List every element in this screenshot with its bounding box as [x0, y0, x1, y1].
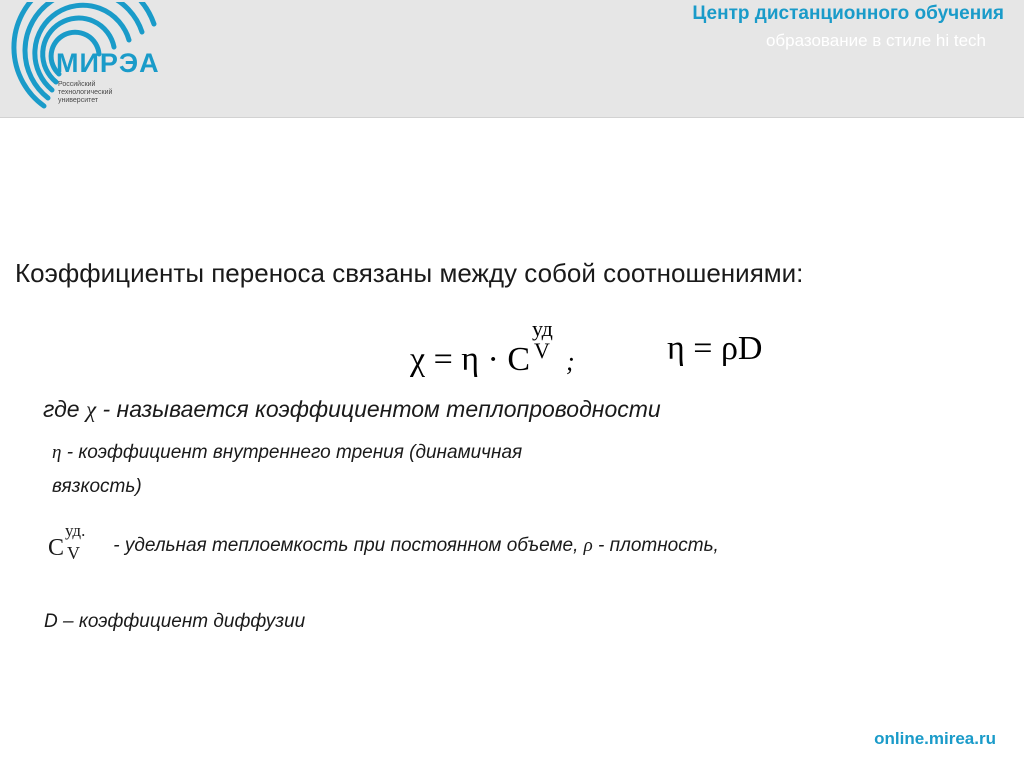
eta-symbol: η: [52, 442, 62, 463]
header-band: [0, 0, 1024, 118]
rho-definition-text: - плотность,: [592, 535, 719, 556]
logo-subtitle: Российский технологический университет: [58, 81, 113, 104]
chi-definition: [43, 396, 661, 423]
chi-definition-prefix: где: [43, 396, 86, 422]
cv-sub: V: [67, 543, 80, 563]
chi-symbol: χ: [85, 397, 97, 422]
header-title: Центр дистанционного обучения: [692, 3, 1004, 24]
mirea-logo: [4, 2, 179, 114]
formula-chi-indices: [530, 316, 564, 370]
formula-chi-left: χ = η · C: [410, 341, 531, 378]
eta-definition-continued: вязкость): [52, 476, 142, 497]
chi-definition-text: - называется коэффициентом теплопроводности: [96, 396, 661, 422]
cv-symbol: [48, 521, 108, 565]
header-tagline: образование в стиле hi tech: [765, 31, 986, 50]
intro-text: Коэффициенты переноса связаны между собой соотношениями:: [15, 258, 804, 288]
logo-name: МИРЭА: [56, 48, 160, 78]
eta-definition-text: - коэффициент внутреннего трения (динамичная: [61, 442, 523, 463]
formula-chi-sup: уд: [532, 316, 553, 341]
cv-definition: [48, 521, 719, 565]
d-definition: D – коэффициент диффузии: [44, 611, 306, 632]
cv-definition-text: - удельная теплоемкость при постоянном объеме,: [108, 535, 584, 556]
rho-symbol: ρ: [583, 535, 593, 556]
formula-chi: [410, 316, 575, 379]
formula-chi-semicolon: ;: [566, 347, 575, 376]
cv-c: C: [48, 535, 65, 561]
formula-chi-sub: V: [534, 338, 550, 363]
cv-sup: уд.: [65, 521, 86, 540]
eta-definition: [52, 442, 522, 464]
formula-eta: η = ρD: [667, 330, 763, 367]
footer-url[interactable]: online.mirea.ru: [874, 729, 996, 748]
